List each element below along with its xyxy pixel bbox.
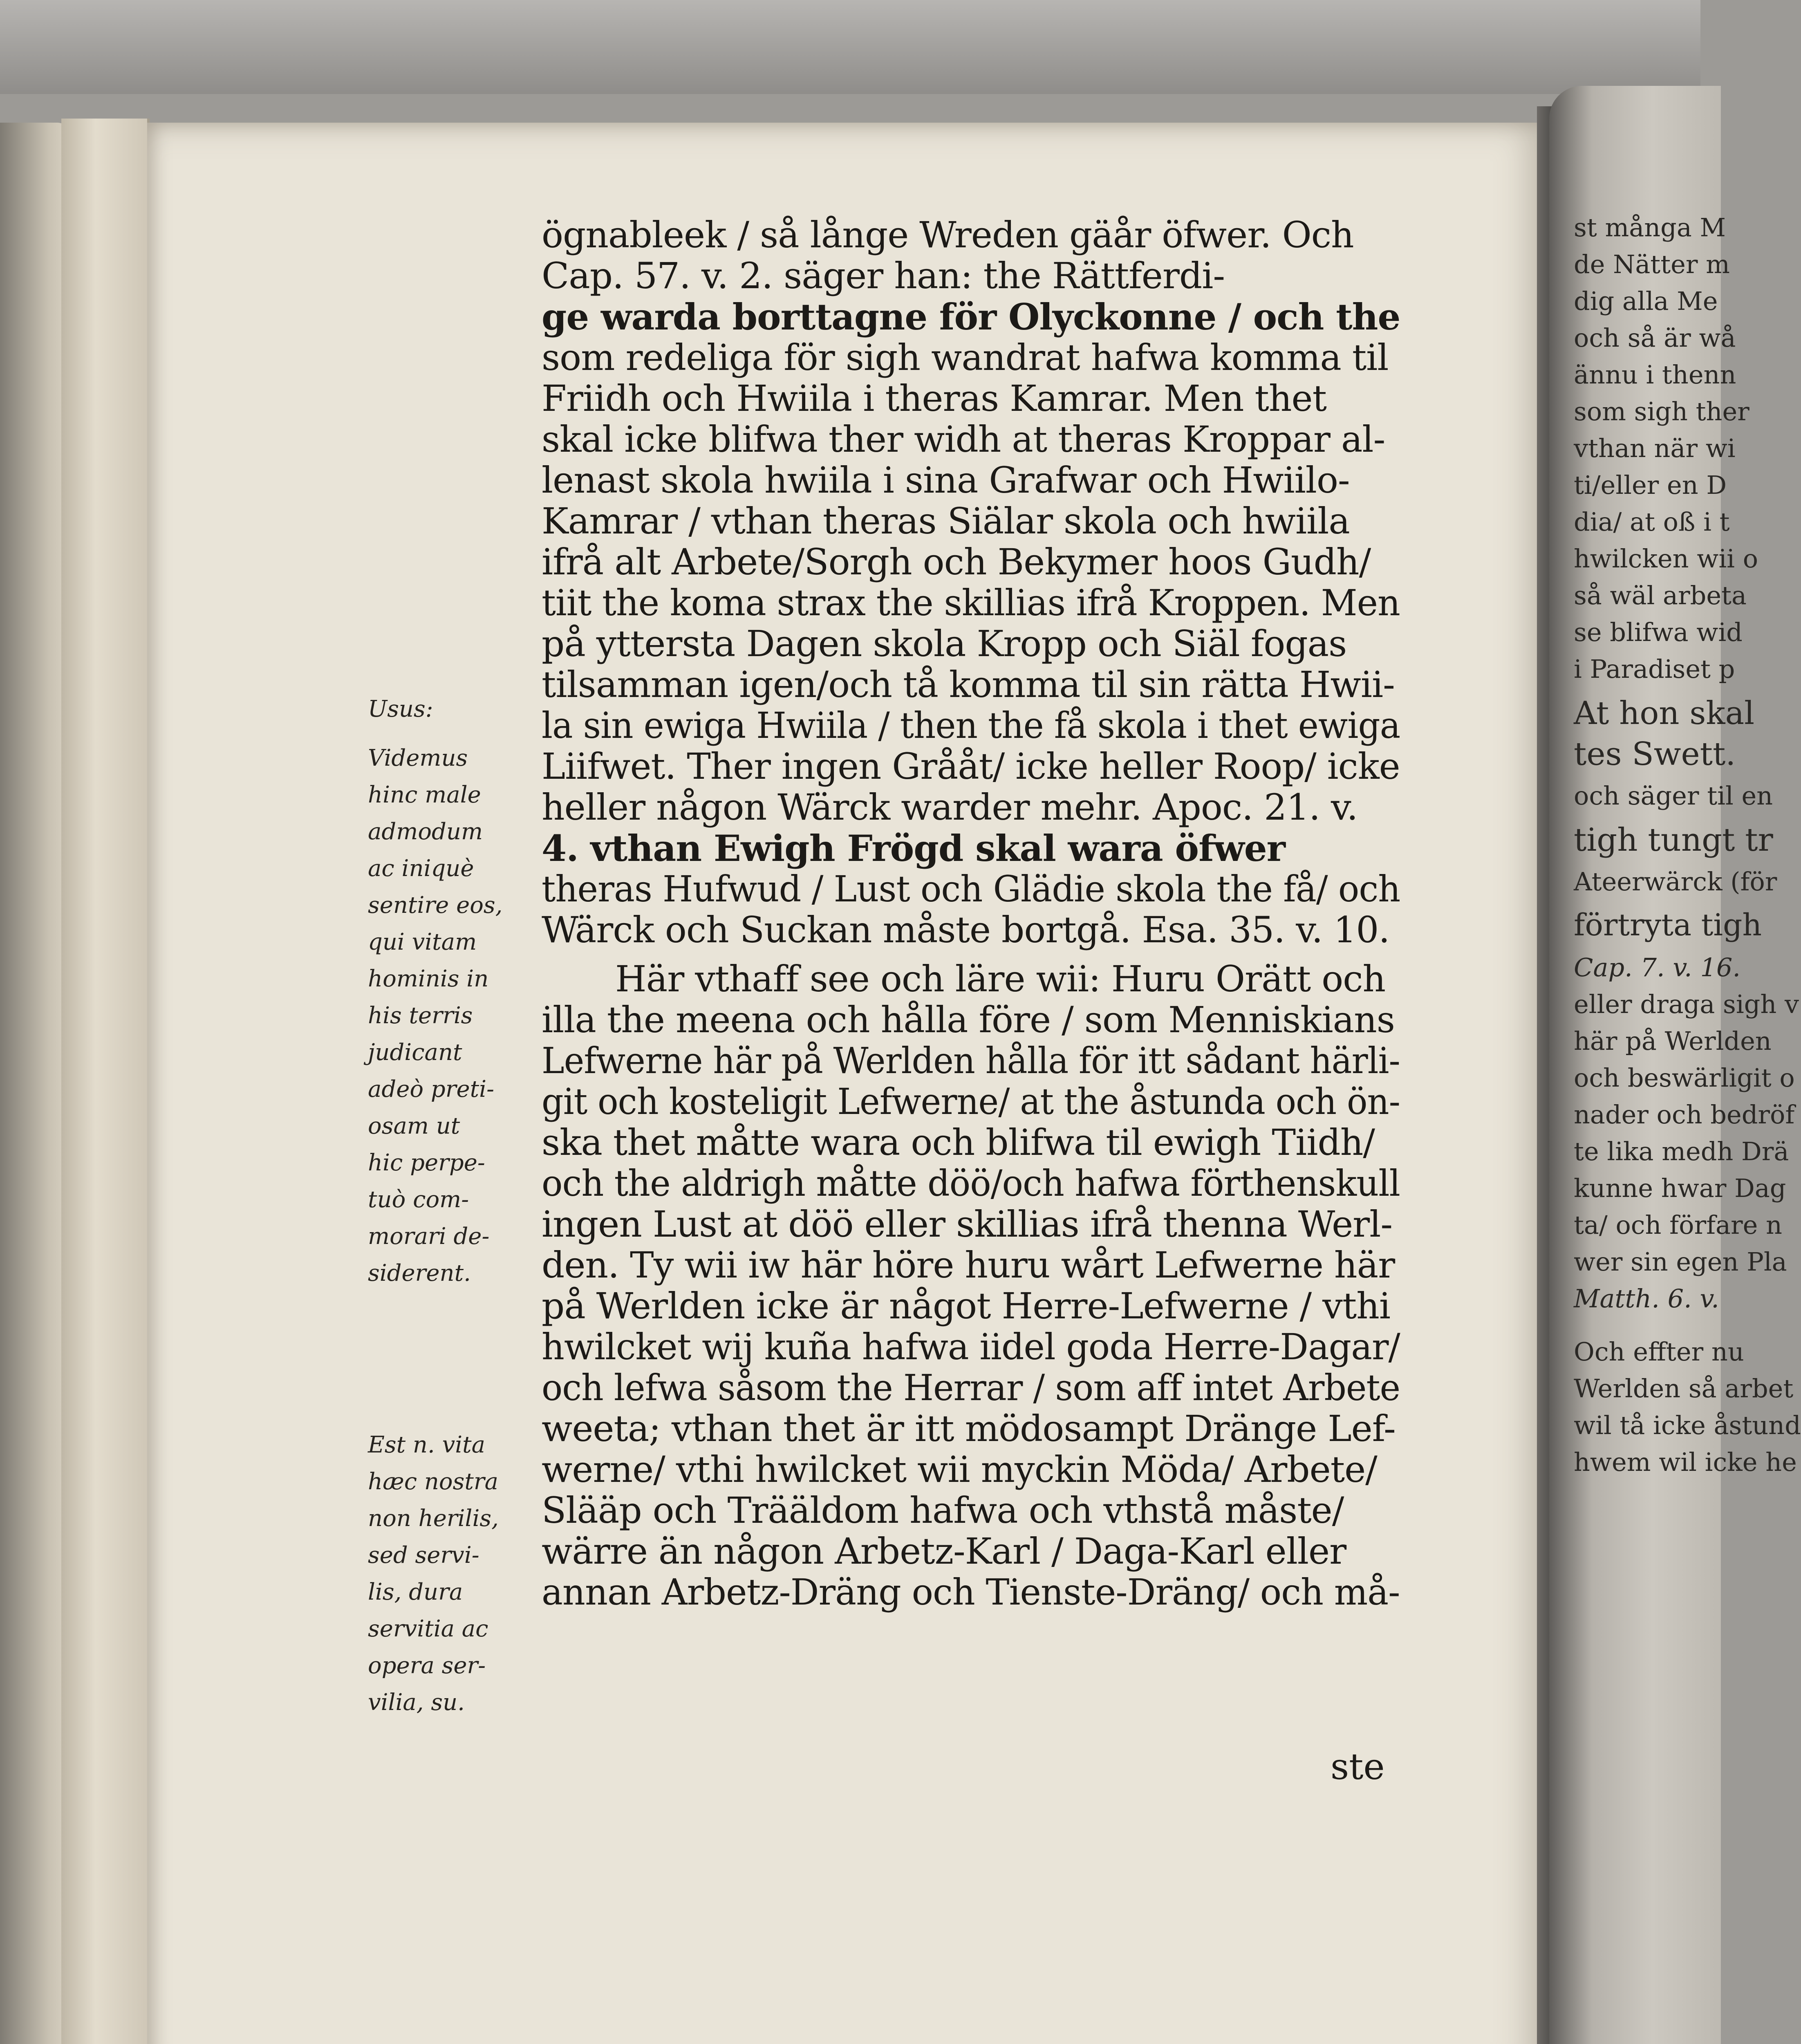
facing-text-line: hwem wil icke he (1574, 1447, 1797, 1477)
text-line: annan Arbetz-Dräng och Tienste-Dräng/ och må- (542, 1571, 1400, 1613)
text-line: på yttersta Dagen skola Kropp och Siäl fogas (542, 623, 1347, 665)
text-line: Lefwerne här på Werlden hålla för itt sådant härli- (542, 1040, 1400, 1082)
facing-text-line: se blifwa wid (1574, 617, 1743, 647)
text-line: och lefwa såsom the Herrar / som aff intet Arbete (542, 1367, 1400, 1409)
text-line: illa the meena och hålla före / som Menniskians (542, 999, 1395, 1041)
margin-note-line: opera ser- (368, 1652, 486, 1679)
text-line: Cap. 57. v. 2. säger han: the Rättferdi- (542, 255, 1225, 297)
text-line: lenast skola hwiila i sina Grafwar och Hwiilo- (542, 459, 1350, 501)
margin-note-line: Est n. vita (368, 1432, 486, 1458)
facing-text-line: de Nätter m (1574, 249, 1730, 279)
margin-note-line: non herilis, (368, 1505, 499, 1532)
text-line: Kamrar / vthan theras Siälar skola och hwiila (542, 500, 1350, 542)
facing-text-line: wil tå icke åstund (1574, 1410, 1801, 1440)
facing-text-line: förtryta tigh (1574, 908, 1762, 943)
facing-text-line: Och effter nu (1574, 1337, 1744, 1367)
margin-note-line: qui vitam (368, 929, 477, 955)
margin-note-line: sed servi- (368, 1542, 479, 1569)
facing-text-line: dia/ at oß i t (1574, 507, 1730, 537)
facing-text-line: så wäl arbeta (1574, 580, 1747, 610)
text-line: hwilcket wij kuña hafwa iidel goda Herre-Dagar/ (542, 1326, 1400, 1368)
margin-note-line: tuò com- (368, 1186, 469, 1213)
text-line: Friidh och Hwiila i theras Kamrar. Men thet (542, 377, 1326, 419)
margin-note-line: vilia, su. (368, 1689, 465, 1716)
margin-note-line: siderent. (368, 1260, 471, 1286)
margin-note-line: hæc nostra (368, 1468, 499, 1495)
facing-text-line: ta/ och förfare n (1574, 1210, 1782, 1240)
margin-note-line: his terris (368, 1002, 473, 1029)
facing-text-line: vthan när wi (1574, 433, 1736, 463)
facing-text-line: och säger til en (1574, 781, 1773, 811)
background-top (0, 0, 1700, 94)
text-line: tilsamman igen/och tå komma til sin rätta Hwii- (542, 663, 1395, 706)
text-line: git och kosteligit Lefwerne/ at the åstunda och ön- (542, 1080, 1400, 1123)
text-line: Wärck och Suckan måste bortgå. Esa. 35. v. 10. (542, 909, 1390, 951)
margin-note-line: hic perpe- (368, 1150, 485, 1176)
facing-page (1549, 86, 1801, 2044)
facing-text-line: kunne hwar Dag (1574, 1173, 1786, 1203)
text-line: som redeliga för sigh wandrat hafwa komma til (542, 336, 1389, 379)
margin-note-line: adeò preti- (368, 1076, 494, 1103)
margin-note-line: hominis in (368, 966, 489, 992)
facing-text-line: tigh tungt tr (1574, 822, 1773, 858)
text-line: wärre än någon Arbetz-Karl / Daga-Karl eller (542, 1530, 1346, 1572)
margin-note-line: admodum (368, 818, 483, 845)
facing-text-line: wer sin egen Pla (1574, 1247, 1787, 1277)
facing-text-line: Ateerwärck (för (1574, 867, 1777, 896)
text-line: skal icke blifwa ther widh at theras Kroppar al- (542, 418, 1385, 460)
text-line: och the aldrigh måtte döö/och hafwa förthenskull (542, 1162, 1400, 1204)
facing-text-line: Matth. 6. v. (1574, 1284, 1719, 1313)
margin-note-line: servitia ac (368, 1616, 488, 1642)
text-line: Här vthaff see och läre wii: Huru Orätt och (615, 958, 1386, 1000)
margin-note-line: morari de- (368, 1223, 490, 1250)
facing-text-line: hwilcken wii o (1574, 544, 1758, 574)
facing-text-line: eller draga sigh v (1574, 989, 1799, 1019)
facing-text-line: Werlden så arbet (1574, 1374, 1794, 1403)
facing-text-line: te lika medh Drä (1574, 1136, 1789, 1166)
margin-note-line: lis, dura (368, 1579, 463, 1605)
text-line: theras Hufwud / Lust och Glädie skola the få/ och (542, 868, 1400, 910)
text-line: tiit the koma strax the skillias ifrå Kroppen. Men (542, 582, 1400, 624)
margin-note-line: Usus: (368, 696, 433, 722)
facing-text-line: At hon skal (1574, 695, 1755, 732)
margin-note-line: osam ut (368, 1113, 460, 1139)
text-line: på Werlden icke är något Herre-Lefwerne / vthi (542, 1285, 1391, 1327)
page-edges-left (61, 119, 150, 2044)
text-line: 4. vthan Ewigh Frögd skal wara öfwer (542, 827, 1286, 870)
text-line: ska thet måtte wara och blifwa til ewigh Tiidh/ (542, 1121, 1375, 1163)
text-line: Liifwet. Ther ingen Grååt/ icke heller Roop/ icke (542, 745, 1400, 787)
text-line: heller någon Wärck warder mehr. Apoc. 21. v. (542, 786, 1358, 828)
text-line: weeta; vthan thet är itt mödosampt Dränge Lef- (542, 1407, 1396, 1450)
facing-text-line: i Paradiset p (1574, 654, 1735, 684)
facing-text-line: som sigh ther (1574, 397, 1749, 426)
margin-note-line: hinc male (368, 782, 481, 808)
facing-text-line: och beswärligit o (1574, 1063, 1795, 1093)
facing-text-line: här på Werlden (1574, 1026, 1772, 1056)
text-line: la sin ewiga Hwiila / then the få skola i thet ewiga (542, 704, 1400, 746)
book-cover-edge (0, 123, 69, 2044)
text-line: Slääp och Trääldom hafwa och vthstå måste/ (542, 1489, 1344, 1531)
facing-text-line: nader och bedröf (1574, 1100, 1795, 1130)
facing-text-line: st många M (1574, 213, 1726, 242)
text-line: ifrå alt Arbete/Sorgh och Bekymer hoos Gudh/ (542, 541, 1371, 583)
facing-text-line: och så är wå (1574, 323, 1736, 353)
facing-text-line: dig alla Me (1574, 286, 1718, 316)
margin-note-line: ac iniquè (368, 855, 474, 882)
text-line: werne/ vthi hwilcket wii myckin Möda/ Arbete/ (542, 1448, 1377, 1490)
facing-text-line: Cap. 7. v. 16. (1574, 953, 1741, 982)
facing-text-line: ännu i thenn (1574, 360, 1736, 390)
text-line: ögnableek / så långe Wreden gäår öfwer. Och (542, 214, 1354, 256)
facing-text-line: tes Swett. (1574, 736, 1736, 773)
facing-text-line: ti/eller en D (1574, 470, 1727, 500)
margin-note-line: sentire eos, (368, 892, 503, 919)
text-line: ingen Lust at döö eller skillias ifrå thenna Werl- (542, 1203, 1393, 1245)
margin-note-line: judicant (368, 1039, 462, 1066)
catchword: ste (1331, 1746, 1385, 1788)
text-line: den. Ty wii iw här höre huru wårt Lefwerne här (542, 1244, 1395, 1286)
margin-note-line: Videmus (368, 745, 468, 771)
text-line: ge warda borttagne för Olyckonne / och the (542, 296, 1400, 338)
